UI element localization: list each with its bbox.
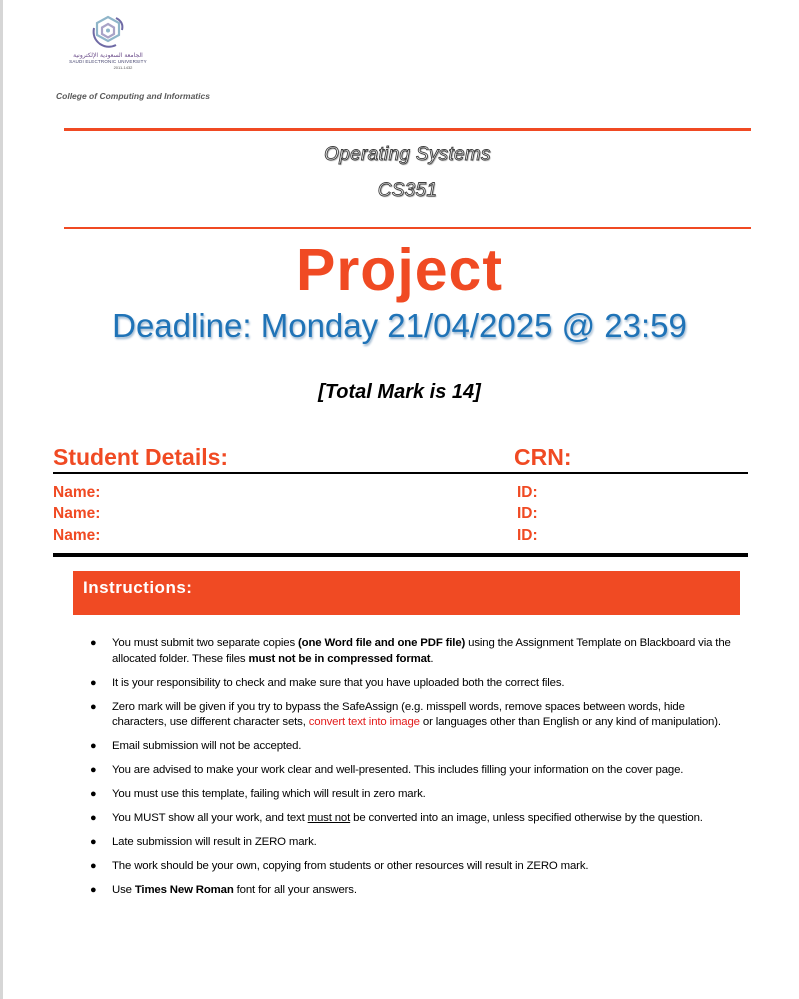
instruction-item: ● Zero mark will be given if you try to bypass the SafeAssign (e.g. misspell words, remove spaces between words, hide characters, use different character sets, convert text into image or languages other than English or any kind of manipulation). [90,700,721,728]
university-founding-year: 2011-1432 [113,65,133,70]
instructions-list [90,636,740,907]
page-left-edge [0,0,3,999]
university-name-arabic: الجامعة السعودية الإلكترونية [73,52,143,59]
bullet-icon: ● [90,740,97,752]
student-id-label-1: ID: [517,484,538,501]
student-id-label-3: ID: [517,527,538,544]
instruction-item: ● You are advised to make your work clear and well-presented. This includes filling your information on the cover page. [90,763,740,779]
student-details-bottom-rule [53,553,748,557]
bullet-icon: ● [90,860,97,872]
seu-logo-icon [88,14,128,52]
warning-text: convert text into image [308,716,420,728]
document-title: Project [295,237,504,303]
student-details-divider [53,472,748,474]
college-name: College of Computing and Informatics [56,91,210,101]
instruction-item: ● You MUST show all your work, and text must not be converted into an image, unless specified otherwise by the question. [90,811,740,827]
header-divider-top [64,128,751,131]
student-name-label-2: Name: [53,505,101,522]
header-divider-bottom [64,227,751,229]
university-logo [58,14,158,82]
course-code: CS351 [377,180,438,201]
total-mark: [Total Mark is 14] [318,381,481,403]
student-name-label-3: Name: [53,527,101,544]
instruction-item: ● Email submission will not be accepted. [90,739,740,755]
bullet-icon: ● [90,812,97,824]
instructions-heading: Instructions: [83,578,193,597]
student-details-heading: Student Details: [53,444,229,470]
instruction-item: ● You must submit two separate copies (one Word file and one PDF file) using the Assignment Template on Blackboard via the allocated folder. These files must not be in compressed format. [90,637,731,665]
bullet-icon: ● [90,764,97,776]
bullet-icon: ● [90,637,97,649]
instructions-banner [73,571,740,615]
course-name: Operating Systems [324,144,491,165]
student-name-label-1: Name: [53,484,101,501]
bullet-icon: ● [90,700,97,713]
instruction-item: ● It is your responsibility to check and make sure that you have uploaded both the correct files. [90,676,740,692]
deadline-text: Deadline: Monday 21/04/2025 @ 23:59 [112,307,687,344]
bullet-icon: ● [90,788,97,800]
instruction-item: ● You must use this template, failing which will result in zero mark. [90,787,740,803]
university-name-english: SAUDI ELECTRONIC UNIVERSITY [69,59,147,64]
instruction-item: ● Use Times New Roman font for all your answers. [90,883,740,899]
student-id-label-2: ID: [517,505,538,522]
bullet-icon: ● [90,836,97,848]
bullet-icon: ● [90,884,97,896]
bullet-icon: ● [90,676,97,689]
instruction-item: ● The work should be your own, copying from students or other resources will result in ZERO mark. [90,859,740,875]
crn-label: CRN: [514,444,572,470]
instruction-item: ● Late submission will result in ZERO mark. [90,835,740,851]
